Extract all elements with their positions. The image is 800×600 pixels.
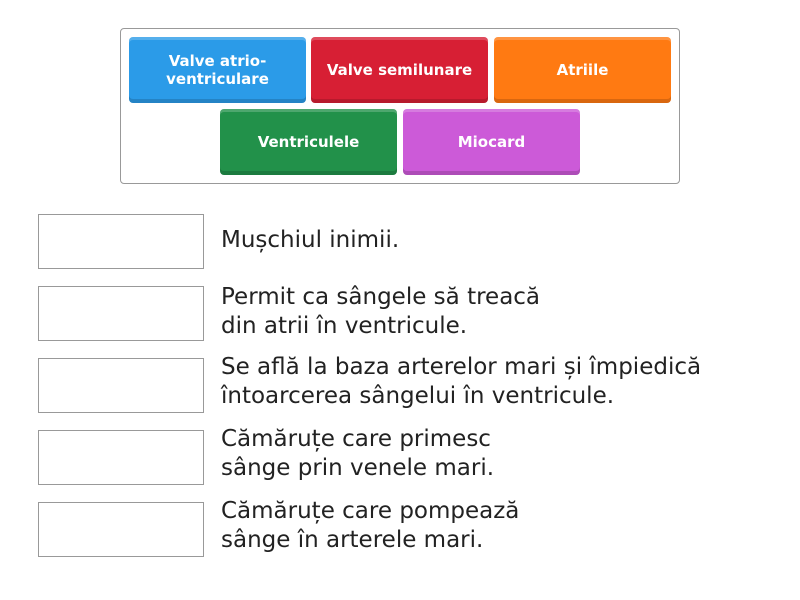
description-5: Cămăruțe care pompează sânge în arterele mari. [221,498,520,553]
tile-valve-atrio-ventriculare[interactable]: Valve atrio-ventriculare [129,37,306,103]
drop-zone-2[interactable] [38,286,204,341]
drop-zone-1[interactable] [38,214,204,269]
tile-valve-semilunare[interactable]: Valve semilunare [311,37,488,103]
drop-zone-5[interactable] [38,502,204,557]
drop-zone-4[interactable] [38,430,204,485]
tile-miocard[interactable]: Miocard [403,109,580,175]
description-2: Permit ca sângele să treacă din atrii în ventricule. [221,284,541,339]
tile-atriile[interactable]: Atriile [494,37,671,103]
description-3: Se află la baza arterelor mari și împiedică întoarcerea sângelui în ventricule. [221,354,702,409]
drop-zone-3[interactable] [38,358,204,413]
tile-ventriculele[interactable]: Ventriculele [220,109,397,175]
answer-pool [120,28,680,184]
description-1: Mușchiul inimii. [221,227,400,253]
description-4: Cămăruțe care primesc sânge prin venele mari. [221,426,495,481]
